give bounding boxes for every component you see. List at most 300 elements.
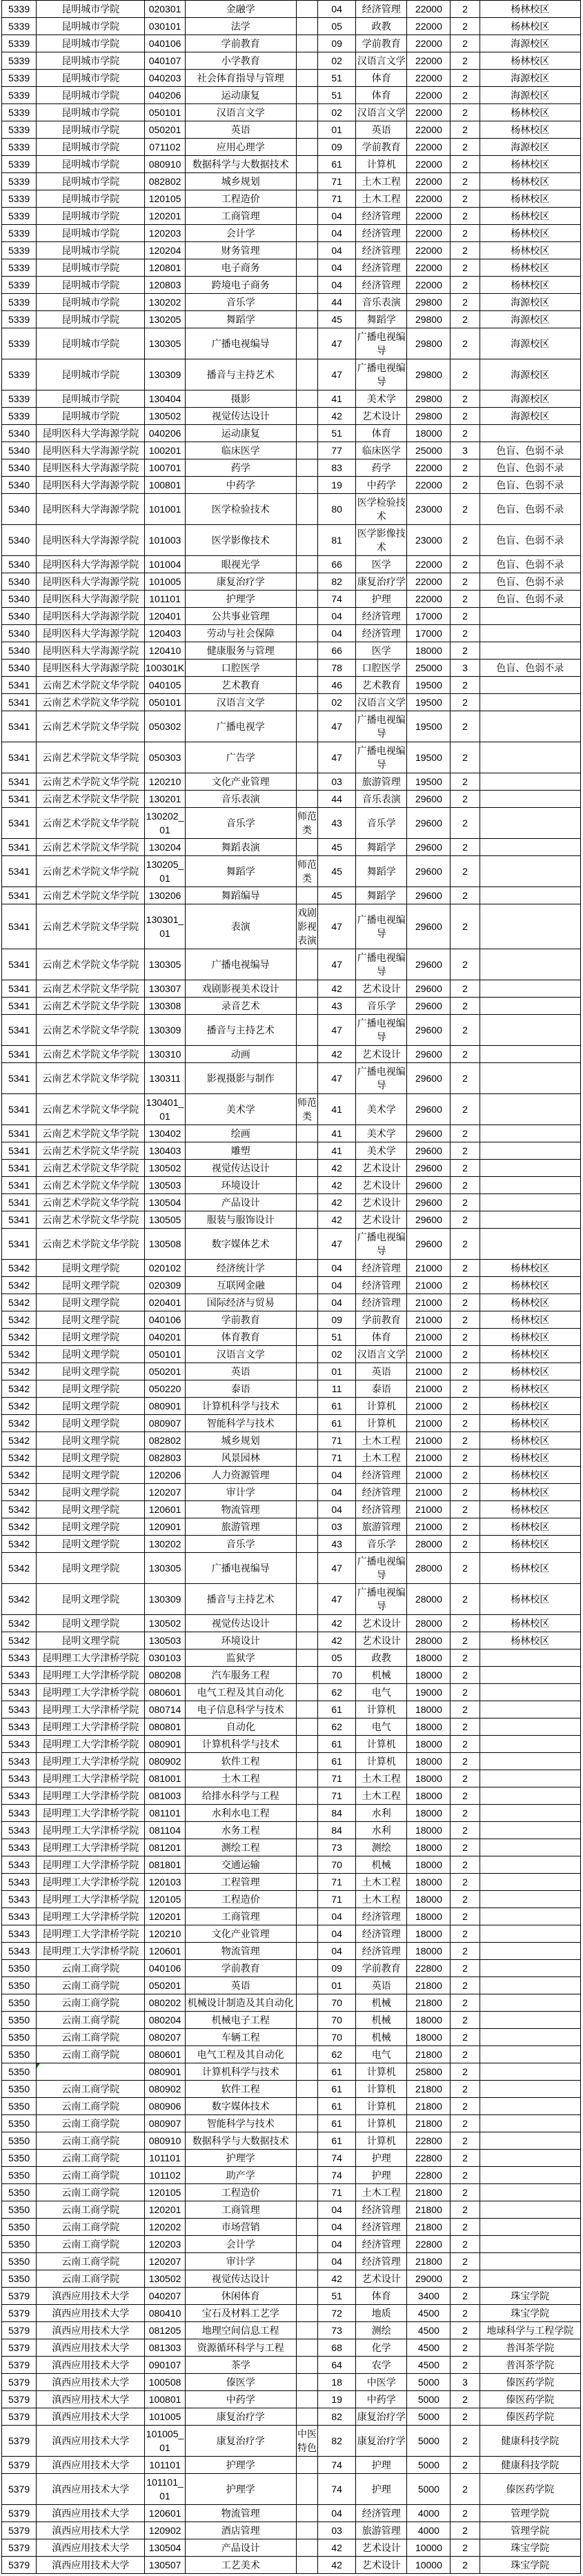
- cell-fee[interactable]: 22800: [407, 2167, 451, 2184]
- cell-remark[interactable]: 杨林校区: [480, 1346, 580, 1363]
- cell-category-name[interactable]: 广播电视编导: [356, 1015, 407, 1046]
- cell-major-code[interactable]: 101101: [145, 2150, 185, 2167]
- cell-fee[interactable]: 29600: [407, 904, 451, 949]
- cell-school-name[interactable]: 昆明城市学院: [37, 242, 145, 259]
- cell-school-code[interactable]: 5341: [2, 742, 37, 773]
- cell-major-name[interactable]: 美术学: [185, 1094, 296, 1125]
- cell-school-name[interactable]: 昆明理工大学津桥学院: [37, 1822, 145, 1839]
- cell-major-code[interactable]: 071102: [145, 139, 185, 156]
- cell-school-code[interactable]: 5339: [2, 190, 37, 208]
- cell-years[interactable]: 2: [451, 2339, 480, 2357]
- cell-category-name[interactable]: 美术学: [356, 1142, 407, 1160]
- cell-school-name[interactable]: 滇西应用技术大学: [37, 2357, 145, 2374]
- cell-note[interactable]: [296, 1925, 317, 1943]
- cell-remark[interactable]: [480, 998, 580, 1015]
- cell-note[interactable]: [296, 2339, 317, 2357]
- cell-note[interactable]: [296, 642, 317, 660]
- cell-school-name[interactable]: 滇西应用技术大学: [37, 2522, 145, 2539]
- cell-note[interactable]: [296, 1211, 317, 1229]
- cell-note[interactable]: [296, 1260, 317, 1277]
- cell-remark[interactable]: 杨林校区: [480, 277, 580, 294]
- cell-category-name[interactable]: 经济管理: [356, 1484, 407, 1501]
- cell-school-code[interactable]: 5350: [2, 2201, 37, 2219]
- cell-major-name[interactable]: 社会体育指导与管理: [185, 70, 296, 87]
- cell-remark[interactable]: [480, 1925, 580, 1943]
- cell-remark[interactable]: [480, 1960, 580, 1977]
- cell-category-name[interactable]: 艺术设计: [356, 1211, 407, 1229]
- cell-major-name[interactable]: 广告学: [185, 742, 296, 773]
- cell-major-name[interactable]: 健康服务与管理: [185, 642, 296, 660]
- cell-category-name[interactable]: 经济管理: [356, 1925, 407, 1943]
- cell-years[interactable]: 2: [451, 2426, 480, 2457]
- cell-category-code[interactable]: 04: [318, 608, 356, 625]
- cell-years[interactable]: 2: [451, 1518, 480, 1536]
- cell-category-name[interactable]: 医学检验技术: [356, 494, 407, 525]
- cell-category-name[interactable]: 土木工程: [356, 1874, 407, 1891]
- cell-fee[interactable]: 29600: [407, 1194, 451, 1211]
- cell-school-code[interactable]: 5342: [2, 1432, 37, 1449]
- cell-school-code[interactable]: 5340: [2, 442, 37, 459]
- cell-fee[interactable]: 18000: [407, 1787, 451, 1805]
- cell-school-name[interactable]: 云南艺术学院文华学院: [37, 1094, 145, 1125]
- cell-school-code[interactable]: 5343: [2, 1701, 37, 1718]
- cell-category-code[interactable]: 04: [318, 1925, 356, 1943]
- cell-school-name[interactable]: 云南艺术学院文华学院: [37, 677, 145, 694]
- cell-school-code[interactable]: 5379: [2, 2357, 37, 2374]
- cell-school-name[interactable]: 云南工商学院: [37, 2081, 145, 2098]
- cell-note[interactable]: [296, 359, 317, 390]
- cell-school-name[interactable]: 昆明医科大学海源学院: [37, 556, 145, 573]
- cell-category-name[interactable]: 计算机: [356, 1736, 407, 1753]
- cell-category-code[interactable]: 41: [318, 1125, 356, 1142]
- cell-school-code[interactable]: 5342: [2, 1615, 37, 1632]
- cell-major-code[interactable]: 130309: [145, 359, 185, 390]
- cell-major-name[interactable]: 监狱学: [185, 1649, 296, 1667]
- cell-major-name[interactable]: 护理学: [185, 2457, 296, 2474]
- cell-fee[interactable]: 3400: [407, 2288, 451, 2305]
- cell-remark[interactable]: [480, 608, 580, 625]
- cell-category-name[interactable]: 土木工程: [356, 2184, 407, 2201]
- cell-years[interactable]: 2: [451, 625, 480, 642]
- cell-school-code[interactable]: 5350: [2, 2132, 37, 2150]
- cell-category-name[interactable]: 广播电视编导: [356, 359, 407, 390]
- cell-major-code[interactable]: 050201: [145, 1977, 185, 1994]
- cell-years[interactable]: 2: [451, 591, 480, 608]
- cell-school-code[interactable]: 5341: [2, 1194, 37, 1211]
- cell-school-code[interactable]: 5350: [2, 2270, 37, 2288]
- cell-school-name[interactable]: 昆明文理学院: [37, 1467, 145, 1484]
- cell-category-name[interactable]: 机械: [356, 2029, 407, 2046]
- cell-remark[interactable]: [480, 1805, 580, 1822]
- cell-category-code[interactable]: 03: [318, 773, 356, 791]
- cell-category-name[interactable]: 医学影像技术: [356, 525, 407, 556]
- cell-fee[interactable]: 17000: [407, 608, 451, 625]
- cell-remark[interactable]: [480, 1839, 580, 1856]
- cell-years[interactable]: 2: [451, 711, 480, 742]
- cell-years[interactable]: 2: [451, 1822, 480, 1839]
- cell-major-name[interactable]: 广播电视编导: [185, 328, 296, 359]
- cell-category-name[interactable]: 经济管理: [356, 1277, 407, 1294]
- cell-major-name[interactable]: 酒店管理: [185, 2522, 296, 2539]
- cell-note[interactable]: 师范类: [296, 856, 317, 887]
- cell-remark[interactable]: 杨林校区: [480, 121, 580, 139]
- cell-years[interactable]: 2: [451, 1260, 480, 1277]
- cell-major-code[interactable]: 120201: [145, 2201, 185, 2219]
- cell-years[interactable]: 2: [451, 1467, 480, 1484]
- cell-school-code[interactable]: 5340: [2, 573, 37, 591]
- cell-years[interactable]: 2: [451, 1977, 480, 1994]
- cell-school-name[interactable]: 滇西应用技术大学: [37, 2374, 145, 2391]
- cell-remark[interactable]: [480, 1787, 580, 1805]
- cell-years[interactable]: 2: [451, 1787, 480, 1805]
- cell-remark[interactable]: [480, 1943, 580, 1960]
- cell-school-code[interactable]: 5340: [2, 525, 37, 556]
- cell-fee[interactable]: 22000: [407, 556, 451, 573]
- cell-remark[interactable]: [480, 1667, 580, 1684]
- cell-note[interactable]: [296, 1063, 317, 1094]
- cell-major-code[interactable]: 040106: [145, 1311, 185, 1329]
- cell-category-code[interactable]: 04: [318, 1501, 356, 1518]
- cell-note[interactable]: [296, 1432, 317, 1449]
- cell-major-code[interactable]: 120401: [145, 608, 185, 625]
- cell-years[interactable]: 2: [451, 608, 480, 625]
- cell-school-code[interactable]: 5343: [2, 1908, 37, 1925]
- cell-fee[interactable]: 29600: [407, 980, 451, 998]
- cell-note[interactable]: [296, 139, 317, 156]
- cell-major-code[interactable]: 120601: [145, 2505, 185, 2522]
- cell-note[interactable]: [296, 2522, 317, 2539]
- cell-note[interactable]: [296, 2184, 317, 2201]
- cell-category-code[interactable]: 45: [318, 887, 356, 904]
- cell-school-code[interactable]: 5350: [2, 1977, 37, 1994]
- cell-note[interactable]: [296, 1839, 317, 1856]
- cell-major-name[interactable]: 给排水科学与工程: [185, 1787, 296, 1805]
- cell-school-name[interactable]: 云南艺术学院文华学院: [37, 694, 145, 711]
- cell-school-code[interactable]: 5341: [2, 808, 37, 839]
- cell-school-name[interactable]: 昆明理工大学津桥学院: [37, 1908, 145, 1925]
- cell-major-name[interactable]: 测绘工程: [185, 1839, 296, 1856]
- cell-category-code[interactable]: 47: [318, 1063, 356, 1094]
- cell-category-code[interactable]: 83: [318, 459, 356, 477]
- cell-remark[interactable]: [480, 808, 580, 839]
- cell-category-code[interactable]: 42: [318, 1615, 356, 1632]
- cell-category-code[interactable]: 62: [318, 1684, 356, 1701]
- cell-note[interactable]: [296, 2132, 317, 2150]
- cell-years[interactable]: 2: [451, 1770, 480, 1787]
- cell-major-name[interactable]: 临床医学: [185, 442, 296, 459]
- cell-years[interactable]: 2: [451, 1380, 480, 1398]
- cell-school-code[interactable]: 5342: [2, 1329, 37, 1346]
- cell-category-code[interactable]: 66: [318, 642, 356, 660]
- cell-category-name[interactable]: 舞蹈学: [356, 839, 407, 856]
- cell-category-code[interactable]: 72: [318, 2305, 356, 2322]
- cell-major-code[interactable]: 050101: [145, 1346, 185, 1363]
- cell-major-code[interactable]: 080902: [145, 1753, 185, 1770]
- cell-category-code[interactable]: 73: [318, 1839, 356, 1856]
- cell-years[interactable]: 2: [451, 2505, 480, 2522]
- cell-years[interactable]: 2: [451, 642, 480, 660]
- cell-school-code[interactable]: 5342: [2, 1553, 37, 1584]
- cell-fee[interactable]: 18000: [407, 1667, 451, 1684]
- cell-fee[interactable]: 21800: [407, 2201, 451, 2219]
- cell-school-code[interactable]: 5341: [2, 1094, 37, 1125]
- cell-note[interactable]: [296, 2167, 317, 2184]
- cell-category-code[interactable]: 43: [318, 1536, 356, 1553]
- cell-category-name[interactable]: 体育: [356, 2288, 407, 2305]
- cell-note[interactable]: [296, 173, 317, 190]
- cell-major-name[interactable]: 运动康复: [185, 87, 296, 104]
- cell-years[interactable]: 2: [451, 2063, 480, 2081]
- cell-school-code[interactable]: 5350: [2, 1994, 37, 2012]
- cell-major-name[interactable]: 口腔医学: [185, 660, 296, 677]
- cell-school-code[interactable]: 5341: [2, 711, 37, 742]
- cell-years[interactable]: 2: [451, 408, 480, 425]
- cell-fee[interactable]: 25000: [407, 660, 451, 677]
- cell-major-name[interactable]: 软件工程: [185, 2081, 296, 2098]
- cell-school-code[interactable]: 5342: [2, 1277, 37, 1294]
- cell-note[interactable]: [296, 1994, 317, 2012]
- cell-major-code[interactable]: 130205_01: [145, 856, 185, 887]
- cell-note[interactable]: [296, 1553, 317, 1584]
- cell-years[interactable]: 2: [451, 839, 480, 856]
- cell-category-name[interactable]: 汉语言文学: [356, 104, 407, 121]
- cell-years[interactable]: 2: [451, 1398, 480, 1415]
- cell-major-name[interactable]: 音乐学: [185, 1536, 296, 1553]
- cell-major-name[interactable]: 产品设计: [185, 2539, 296, 2557]
- cell-school-name[interactable]: 云南艺术学院文华学院: [37, 1211, 145, 1229]
- cell-category-code[interactable]: 04: [318, 1277, 356, 1294]
- cell-major-name[interactable]: 医学检验技术: [185, 494, 296, 525]
- cell-category-code[interactable]: 61: [318, 2098, 356, 2115]
- cell-category-name[interactable]: 舞蹈学: [356, 856, 407, 887]
- cell-category-code[interactable]: 44: [318, 294, 356, 311]
- cell-category-code[interactable]: 42: [318, 1160, 356, 1177]
- cell-school-name[interactable]: 昆明城市学院: [37, 104, 145, 121]
- cell-fee[interactable]: 18000: [407, 2012, 451, 2029]
- cell-school-name[interactable]: 云南工商学院: [37, 2098, 145, 2115]
- cell-major-code[interactable]: 130206: [145, 887, 185, 904]
- cell-fee[interactable]: 28000: [407, 1553, 451, 1584]
- cell-school-code[interactable]: 5339: [2, 390, 37, 408]
- cell-major-code[interactable]: 120902: [145, 2522, 185, 2539]
- cell-category-code[interactable]: 51: [318, 70, 356, 87]
- cell-category-name[interactable]: 艺术设计: [356, 2557, 407, 2574]
- cell-years[interactable]: 2: [451, 2253, 480, 2270]
- cell-school-name[interactable]: 昆明文理学院: [37, 1584, 145, 1615]
- cell-fee[interactable]: 21800: [407, 2184, 451, 2201]
- cell-school-name[interactable]: 昆明文理学院: [37, 1415, 145, 1432]
- cell-fee[interactable]: 22000: [407, 35, 451, 52]
- cell-school-code[interactable]: 5343: [2, 1770, 37, 1787]
- cell-remark[interactable]: 杨林校区: [480, 225, 580, 242]
- cell-school-name[interactable]: 云南工商学院: [37, 1994, 145, 2012]
- cell-major-name[interactable]: 劳动与社会保障: [185, 625, 296, 642]
- cell-category-name[interactable]: 口腔医学: [356, 660, 407, 677]
- cell-major-code[interactable]: 080601: [145, 1684, 185, 1701]
- cell-years[interactable]: 2: [451, 242, 480, 259]
- cell-major-name[interactable]: 视觉传达设计: [185, 2270, 296, 2288]
- cell-note[interactable]: 师范类: [296, 1094, 317, 1125]
- cell-remark[interactable]: 海源校区: [480, 294, 580, 311]
- cell-school-code[interactable]: 5339: [2, 70, 37, 87]
- cell-major-code[interactable]: 081303: [145, 2339, 185, 2357]
- cell-school-code[interactable]: 5341: [2, 1229, 37, 1260]
- cell-major-name[interactable]: 环境设计: [185, 1632, 296, 1649]
- cell-remark[interactable]: [480, 949, 580, 980]
- cell-school-name[interactable]: 昆明城市学院: [37, 390, 145, 408]
- cell-category-code[interactable]: 41: [318, 1094, 356, 1125]
- cell-major-code[interactable]: 080910: [145, 2132, 185, 2150]
- cell-school-name[interactable]: 云南艺术学院文华学院: [37, 1063, 145, 1094]
- cell-years[interactable]: 2: [451, 1856, 480, 1874]
- cell-note[interactable]: [296, 1363, 317, 1380]
- cell-major-name[interactable]: 工程造价: [185, 2184, 296, 2201]
- cell-category-name[interactable]: 土木工程: [356, 1787, 407, 1805]
- cell-school-code[interactable]: 5350: [2, 2115, 37, 2132]
- cell-category-name[interactable]: 医学: [356, 556, 407, 573]
- cell-remark[interactable]: 杨林校区: [480, 1584, 580, 1615]
- cell-major-name[interactable]: 金融学: [185, 1, 296, 18]
- cell-major-code[interactable]: 080714: [145, 1701, 185, 1718]
- cell-category-name[interactable]: 测绘: [356, 1839, 407, 1856]
- cell-school-name[interactable]: 昆明城市学院: [37, 87, 145, 104]
- cell-note[interactable]: [296, 694, 317, 711]
- cell-years[interactable]: 2: [451, 2522, 480, 2539]
- cell-fee[interactable]: 22800: [407, 2132, 451, 2150]
- cell-note[interactable]: [296, 70, 317, 87]
- cell-major-code[interactable]: 120601: [145, 1943, 185, 1960]
- cell-fee[interactable]: 18000: [407, 1736, 451, 1753]
- cell-years[interactable]: 3: [451, 660, 480, 677]
- cell-school-code[interactable]: 5339: [2, 242, 37, 259]
- cell-category-name[interactable]: 电气: [356, 2046, 407, 2063]
- cell-major-code[interactable]: 100801: [145, 477, 185, 494]
- cell-note[interactable]: [296, 1701, 317, 1718]
- cell-category-code[interactable]: 74: [318, 2474, 356, 2505]
- cell-major-code[interactable]: 080410: [145, 2305, 185, 2322]
- cell-school-code[interactable]: 5339: [2, 259, 37, 277]
- cell-category-code[interactable]: 73: [318, 2322, 356, 2339]
- cell-school-code[interactable]: 5341: [2, 791, 37, 808]
- cell-school-code[interactable]: 5342: [2, 1398, 37, 1415]
- cell-school-name[interactable]: 云南艺术学院文华学院: [37, 1125, 145, 1142]
- cell-school-name[interactable]: 昆明理工大学津桥学院: [37, 1805, 145, 1822]
- cell-category-name[interactable]: 广播电视编导: [356, 1553, 407, 1584]
- cell-category-name[interactable]: 艺术设计: [356, 1615, 407, 1632]
- cell-category-code[interactable]: 02: [318, 1346, 356, 1363]
- cell-category-name[interactable]: 广播电视编导: [356, 742, 407, 773]
- cell-years[interactable]: 3: [451, 2374, 480, 2391]
- cell-major-name[interactable]: 互联网金融: [185, 1277, 296, 1294]
- cell-major-code[interactable]: 100508: [145, 2374, 185, 2391]
- cell-fee[interactable]: 18000: [407, 1856, 451, 1874]
- cell-fee[interactable]: 18000: [407, 1822, 451, 1839]
- cell-school-code[interactable]: 5343: [2, 1925, 37, 1943]
- cell-category-code[interactable]: 61: [318, 2115, 356, 2132]
- cell-note[interactable]: [296, 121, 317, 139]
- cell-school-name[interactable]: 昆明理工大学津桥学院: [37, 1839, 145, 1856]
- cell-school-name[interactable]: 滇西应用技术大学: [37, 2339, 145, 2357]
- cell-category-name[interactable]: 土木工程: [356, 1891, 407, 1908]
- cell-major-name[interactable]: 跨境电子商务: [185, 277, 296, 294]
- cell-fee[interactable]: 22000: [407, 1, 451, 18]
- cell-school-name[interactable]: 滇西应用技术大学: [37, 2557, 145, 2574]
- cell-school-name[interactable]: 云南艺术学院文华学院: [37, 839, 145, 856]
- cell-major-code[interactable]: 050101: [145, 694, 185, 711]
- cell-major-code[interactable]: 081101: [145, 1805, 185, 1822]
- cell-major-code[interactable]: 020309: [145, 1277, 185, 1294]
- cell-category-code[interactable]: 09: [318, 1311, 356, 1329]
- cell-school-code[interactable]: 5340: [2, 425, 37, 442]
- cell-category-name[interactable]: 计算机: [356, 2132, 407, 2150]
- cell-school-code[interactable]: 5340: [2, 625, 37, 642]
- cell-category-name[interactable]: 护理: [356, 2457, 407, 2474]
- cell-fee[interactable]: 22800: [407, 1960, 451, 1977]
- cell-years[interactable]: 2: [451, 18, 480, 35]
- cell-fee[interactable]: 29600: [407, 949, 451, 980]
- cell-fee[interactable]: 18000: [407, 425, 451, 442]
- cell-category-name[interactable]: 旅游管理: [356, 1518, 407, 1536]
- cell-years[interactable]: 2: [451, 1432, 480, 1449]
- cell-category-name[interactable]: 音乐表演: [356, 294, 407, 311]
- cell-fee[interactable]: 22000: [407, 225, 451, 242]
- cell-school-code[interactable]: 5350: [2, 2046, 37, 2063]
- cell-remark[interactable]: [480, 2098, 580, 2115]
- cell-category-name[interactable]: 美术学: [356, 390, 407, 408]
- cell-school-code[interactable]: 5342: [2, 1363, 37, 1380]
- cell-remark[interactable]: [480, 904, 580, 949]
- cell-remark[interactable]: [480, 694, 580, 711]
- cell-category-code[interactable]: 05: [318, 18, 356, 35]
- cell-major-name[interactable]: 文化产业管理: [185, 1925, 296, 1943]
- cell-school-code[interactable]: 5343: [2, 1856, 37, 1874]
- cell-years[interactable]: 2: [451, 998, 480, 1015]
- cell-major-code[interactable]: 100701: [145, 459, 185, 477]
- cell-remark[interactable]: [480, 425, 580, 442]
- cell-fee[interactable]: 21800: [407, 2219, 451, 2236]
- cell-major-code[interactable]: 120207: [145, 2253, 185, 2270]
- cell-category-name[interactable]: 护理: [356, 2474, 407, 2505]
- cell-major-code[interactable]: 120403: [145, 625, 185, 642]
- cell-years[interactable]: 2: [451, 887, 480, 904]
- cell-remark[interactable]: [480, 1160, 580, 1177]
- cell-major-name[interactable]: 休闲体育: [185, 2288, 296, 2305]
- cell-category-code[interactable]: 19: [318, 477, 356, 494]
- cell-category-code[interactable]: 71: [318, 1449, 356, 1467]
- cell-fee[interactable]: 22000: [407, 139, 451, 156]
- cell-school-name[interactable]: 云南艺术学院文华学院: [37, 808, 145, 839]
- cell-remark[interactable]: 杨林校区: [480, 1449, 580, 1467]
- cell-school-code[interactable]: 5341: [2, 694, 37, 711]
- cell-fee[interactable]: 23000: [407, 494, 451, 525]
- cell-remark[interactable]: 杨林校区: [480, 173, 580, 190]
- cell-school-code[interactable]: 5379: [2, 2557, 37, 2574]
- cell-fee[interactable]: 29600: [407, 1125, 451, 1142]
- cell-major-code[interactable]: 080901: [145, 1398, 185, 1415]
- cell-fee[interactable]: 17000: [407, 625, 451, 642]
- cell-school-name[interactable]: 昆明文理学院: [37, 1346, 145, 1363]
- cell-category-code[interactable]: 41: [318, 1142, 356, 1160]
- cell-years[interactable]: 2: [451, 1908, 480, 1925]
- cell-remark[interactable]: [480, 2236, 580, 2253]
- cell-major-code[interactable]: 050220: [145, 1380, 185, 1398]
- cell-remark[interactable]: 傣医药学院: [480, 2474, 580, 2505]
- cell-remark[interactable]: 杨林校区: [480, 190, 580, 208]
- cell-years[interactable]: 2: [451, 573, 480, 591]
- cell-note[interactable]: [296, 1943, 317, 1960]
- cell-fee[interactable]: 21000: [407, 1484, 451, 1501]
- cell-category-name[interactable]: 广播电视编导: [356, 1063, 407, 1094]
